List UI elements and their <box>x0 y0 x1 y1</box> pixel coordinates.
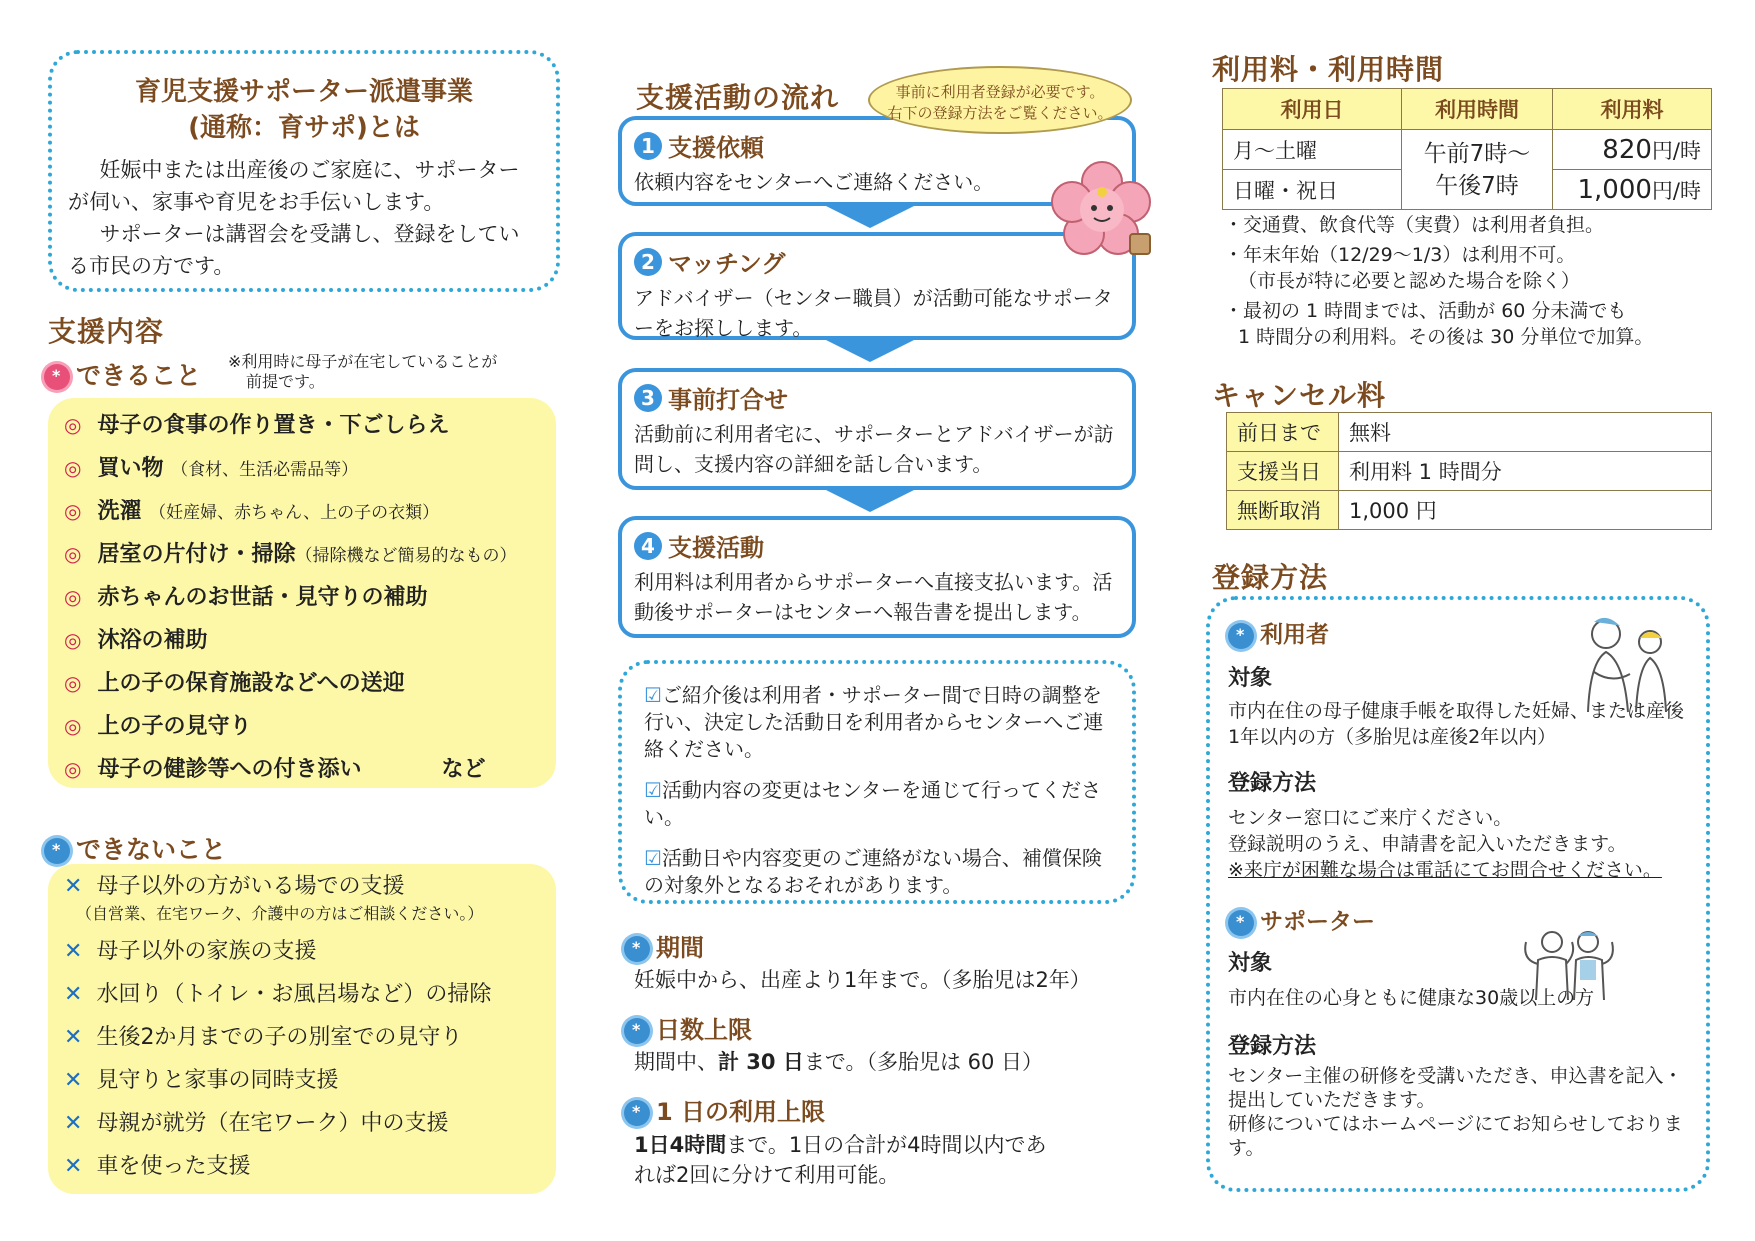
down-arrow-icon <box>826 490 914 512</box>
fee-table: 利用日 利用時間 利用料 月～土曜 午前7時～ 午後7時 820円/時 日曜・祝日 1,000円/時 <box>1222 88 1712 210</box>
cross-icon: ✕ <box>64 1111 83 1136</box>
step-3: 3 事前打合せ 活動前に利用者宅に、サポーターとアドバイザーが訪問し、支援内容の詳細を話し合います。 <box>618 368 1136 490</box>
note-item: ☑活動日や内容変更のご連絡がない場合、補償保険の対象外となるおそれがあります。 <box>644 846 1102 897</box>
cross-icon: ✕ <box>64 982 83 1007</box>
double-circle-icon: ◎ <box>64 413 82 437</box>
note-item: ☑活動内容の変更はセンターを通じて行ってください。 <box>644 778 1102 829</box>
double-circle-icon: ◎ <box>64 628 82 652</box>
double-circle-icon: ◎ <box>64 714 82 738</box>
flower-icon <box>624 1018 650 1044</box>
double-circle-icon: ◎ <box>64 499 82 523</box>
registration-box: *利用者 対象 市内在住の母子健康手帳を取得した妊婦、または産後1年以内の方（多胎児は産後2年以内） 登録方法 センター窓口にご来庁ください。 登録説明のうえ、申請書を記入いただきます。 ※来庁が困難な場合は電話にてお問合せください。 *サポーター 対象 市内在住の心身ともに健康な30歳以上の方 登録方法 センター主催の研修を受講いただき、申込書を記入・提出していただきます。 研修についてはホームページにてお知らせしております。 <box>1206 596 1710 1192</box>
double-circle-icon: ◎ <box>64 585 82 609</box>
can-note: ※利用時に母子が在宅していることが 前提です。 <box>228 352 498 391</box>
flower-icon <box>44 838 70 864</box>
double-circle-icon: ◎ <box>64 757 82 781</box>
list-item: ✕ 母子以外の家族の支援 <box>64 939 317 964</box>
intro-title: 育児支援サポーター派遣事業 (通称：育サポ)とは <box>134 77 473 143</box>
intro-box <box>48 50 560 292</box>
speech-bubble: 事前に利用者登録が必要です。 右下の登録方法をご覧ください。 <box>868 66 1132 134</box>
double-circle-icon: ◎ <box>64 542 82 566</box>
fee-time: 午前7時～ 午後7時 <box>1402 130 1553 210</box>
support-heading: 支援内容 <box>48 315 165 348</box>
list-item: ✕ 見守りと家事の同時支援 <box>64 1068 339 1093</box>
can-title: *できること <box>44 356 201 392</box>
list-item: ◎ 沐浴の補助 <box>64 628 208 653</box>
cross-icon: ✕ <box>64 939 83 964</box>
cannot-title: *できないこと <box>44 830 226 866</box>
intro-para-2: サポーターは講習会を受講し、登録をしている市民の方です。 <box>68 222 520 278</box>
list-item: ◎ 洗濯 （妊産婦、赤ちゃん、上の子の衣類） <box>64 499 440 524</box>
supporter-title: *サポーター <box>1228 903 1688 936</box>
cancel-table: 前日まで 無料 支援当日 利用料 1 時間分 無断取消 1,000 円 <box>1226 412 1712 530</box>
step-1: 1 支援依頼 依頼内容をセンターへご連絡ください。 <box>618 116 1136 206</box>
mother-child-icon <box>1572 612 1676 720</box>
step-4: 4 支援活動 利用料は利用者からサポーターへ直接支払います。活動後サポーターはセンターへ報告書を提出します。 <box>618 516 1136 638</box>
down-arrow-icon <box>826 206 914 228</box>
daily-title: *1 日の利用上限 <box>624 1092 825 1127</box>
checkbox-icon: ☑ <box>644 846 662 870</box>
list-item: ✕ 車を使った支援 <box>64 1154 251 1179</box>
list-item: ✕ 母子以外の方がいる場での支援 <box>64 874 405 899</box>
step-2: 2 マッチング アドバイザー（センター職員）が活動可能なサポーターをお探しします。 <box>618 232 1136 340</box>
fee-notes: ・交通費、飲食代等（実費）は利用者負担。 ・年末年始（12/29～1/3）は利用不可。 （市長が特に必要と認めた場合を除く） ・最初の 1 時間までは、活動が 60 分未満でも 1 時間分の利用料。その後は 30 分単位で加算。 <box>1224 214 1654 348</box>
cancel-heading: キャンセル料 <box>1212 379 1387 412</box>
checkbox-icon: ☑ <box>644 778 662 802</box>
cross-icon: ✕ <box>64 874 83 899</box>
list-item: ◎ 赤ちゃんのお世話・見守りの補助 <box>64 585 428 610</box>
double-circle-icon: ◎ <box>64 456 82 480</box>
user-title: *利用者 <box>1228 616 1688 649</box>
intro-para-1: 妊娠中または出産後のご家庭に、サポーターが伺い、家事や育児をお手伝いします。 <box>68 158 520 214</box>
cannot-first-note: （自営業、在宅ワーク、介護中の方はご相談ください。） <box>76 904 484 923</box>
days-title: *日数上限 <box>624 1010 752 1045</box>
list-item: ◎ 上の子の見守り <box>64 714 252 739</box>
fee-heading: 利用料・利用時間 <box>1212 53 1445 86</box>
days-body: 期間中、計 30 日まで。（多胎児は 60 日） <box>634 1050 1044 1074</box>
list-item: ◎ 母子の食事の作り置き・下ごしらえ <box>64 413 450 438</box>
note-item: ☑ご紹介後は利用者・サポーター間で日時の調整を行い、決定した活動日を利用者からセンターへご連絡ください。 <box>644 683 1104 761</box>
flower-icon <box>624 936 650 962</box>
daily-body: 1日4時間まで。1日の合計が4時間以内であれば2回に分けて利用可能。 <box>634 1133 1047 1187</box>
list-item: ◎ 買い物 （食材、生活必需品等） <box>64 456 359 481</box>
cannot-list <box>48 864 556 1194</box>
cross-icon: ✕ <box>64 1068 83 1093</box>
list-item: ◎ 上の子の保育施設などへの送迎 <box>64 671 405 696</box>
flower-icon <box>1228 623 1254 649</box>
list-item: ✕ 母親が就労（在宅ワーク）中の支援 <box>64 1111 449 1136</box>
down-arrow-icon <box>826 340 914 362</box>
flower-icon <box>1228 910 1254 936</box>
flower-icon <box>624 1100 650 1126</box>
cross-icon: ✕ <box>64 1025 83 1050</box>
checkbox-icon: ☑ <box>644 683 662 707</box>
period-body: 妊娠中から、出産より1年まで。（多胎児は2年） <box>634 968 1091 992</box>
list-item: ◎ 居室の片付け・掃除（掃除機など簡易的なもの） <box>64 542 517 567</box>
notes-box <box>618 660 1136 904</box>
list-item: ✕ 水回り（トイレ・お風呂場など）の掃除 <box>64 982 492 1007</box>
registration-heading: 登録方法 <box>1212 561 1329 594</box>
list-item: ◎ 母子の健診等への付き添い など <box>64 757 486 782</box>
flower-mascot-icon <box>1050 160 1154 260</box>
double-circle-icon: ◎ <box>64 671 82 695</box>
supporters-icon <box>1516 924 1620 1002</box>
period-title: *期間 <box>624 928 704 963</box>
flow-heading: 支援活動の流れ <box>636 81 840 114</box>
list-item: ✕ 生後2か月までの子の別室での見守り <box>64 1025 463 1050</box>
cross-icon: ✕ <box>64 1154 83 1179</box>
flower-icon <box>44 364 70 390</box>
can-list <box>48 398 556 788</box>
